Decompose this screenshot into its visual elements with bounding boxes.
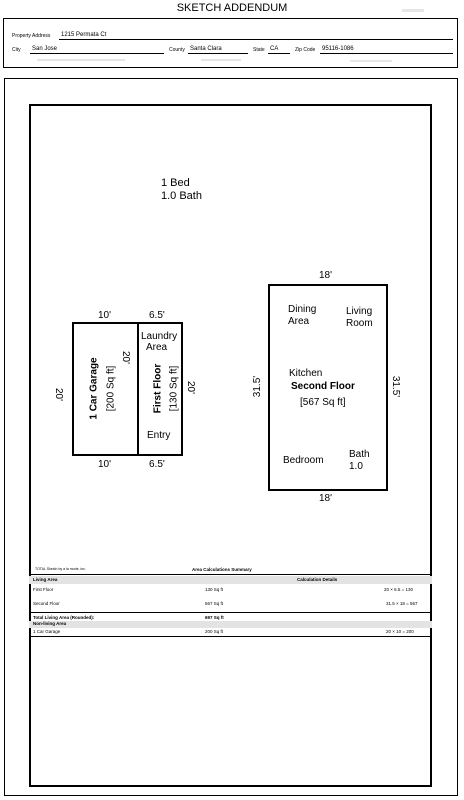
laundry-label-1: Laundry <box>141 331 178 342</box>
living-area-label: Living Area <box>33 577 58 582</box>
dining-label-1: Dining <box>288 304 317 315</box>
second-floor-area: [567 Sq ft] <box>300 397 346 408</box>
sketch-credit: TOTAL Sketch by a la mode, inc. <box>35 567 86 571</box>
row-garage-area: 200 Sq ft <box>205 629 224 634</box>
row-garage-calc: 20 × 10 = 200 <box>386 629 414 634</box>
laundry-label-2: Area <box>146 342 168 353</box>
garage-top-dimension: 10' <box>98 310 112 321</box>
total-living-value: 697 Sq ft <box>205 615 224 620</box>
living-label-2: Room <box>346 318 373 329</box>
non-living-label: Non-living Area <box>33 621 67 626</box>
first-floor-right-dimension: 20' <box>185 380 197 395</box>
garage-bottom-dimension: 10' <box>98 459 112 470</box>
zip-value: 95116-1086 <box>322 46 354 52</box>
bedroom-label: Bedroom <box>283 455 324 466</box>
second-floor-top-dimension: 18' <box>319 270 333 281</box>
second-floor-right-dimension: 31.5' <box>390 375 402 398</box>
total-living-label: Total Living Area (Rounded): <box>33 615 95 620</box>
row-garage-name: 1 Car Garage <box>33 629 61 634</box>
row-second-floor-area: 567 Sq ft <box>205 601 224 606</box>
summary-title: Area Calculations Summary <box>192 567 252 572</box>
living-label-1: Living <box>346 306 373 317</box>
garage-right-dimension: 20' <box>120 350 132 365</box>
first-floor-bottom-dimension: 6.5' <box>149 459 165 470</box>
row-first-floor-calc: 20 × 6.5 = 130 <box>384 587 414 592</box>
first-floor-top-dimension: 6.5' <box>149 310 165 321</box>
state-label: State <box>253 47 265 53</box>
bath-label-1: Bath <box>349 449 370 460</box>
county-value: Santa Clara <box>190 46 222 52</box>
garage-name: 1 Car Garage <box>88 357 100 420</box>
garage-left-dimension: 20' <box>53 387 65 402</box>
page-title: SKETCH ADDENDUM <box>176 2 288 14</box>
row-second-floor-name: Second Floor <box>33 601 60 606</box>
city-label: City <box>12 47 21 53</box>
non-living-band <box>29 621 432 628</box>
zip-label: Zip Code <box>295 47 316 53</box>
second-floor-bottom-dimension: 18' <box>319 493 333 504</box>
city-value: San Jose <box>32 46 58 52</box>
row-first-floor-area: 130 Sq ft <box>205 587 224 592</box>
row-first-floor-name: First Floor <box>33 587 54 592</box>
bath-count: 1.0 Bath <box>161 190 202 202</box>
state-value: CA <box>270 46 279 52</box>
row-second-floor-calc: 31.5 × 18 = 567 <box>386 601 418 606</box>
calc-details-label: Calculation Details <box>297 577 338 582</box>
entry-label: Entry <box>147 430 171 441</box>
county-label: County <box>169 47 185 53</box>
property-address-value: 1215 Permata Ct <box>61 32 107 38</box>
first-floor-area: [130 Sq ft] <box>168 365 180 412</box>
dining-label-2: Area <box>288 316 310 327</box>
summary-bottom-rule <box>29 636 432 637</box>
kitchen-label: Kitchen <box>289 368 323 379</box>
second-floor-name: Second Floor <box>291 381 355 392</box>
property-address-label: Property Address <box>12 33 51 39</box>
garage-area: [200 Sq ft] <box>105 365 117 412</box>
second-floor-left-dimension: 31.5' <box>252 375 264 398</box>
summary-rule <box>29 574 432 575</box>
first-floor-name: First Floor <box>152 363 164 414</box>
living-area-band <box>29 576 432 584</box>
bed-count: 1 Bed <box>161 177 190 189</box>
bath-label-2: 1.0 <box>349 461 363 472</box>
total-rule <box>29 612 432 613</box>
